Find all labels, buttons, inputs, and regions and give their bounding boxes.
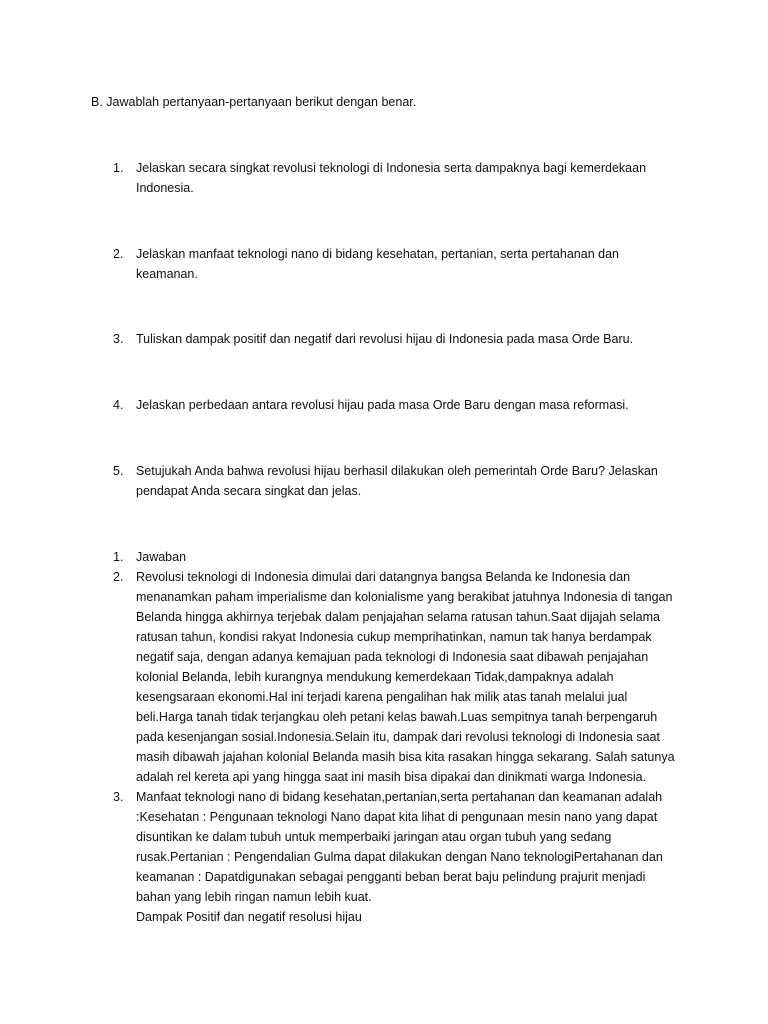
question-number: 2. <box>113 247 124 261</box>
question-text: Jelaskan secara singkat revolusi teknologi di Indonesia serta dampaknya bagi kemerdekaan Indonesia. <box>136 161 647 195</box>
question-number: 1. <box>113 161 124 175</box>
question-number: 3. <box>113 332 124 346</box>
question-text: Setujukah Anda bahwa revolusi hijau berhasil dilakukan oleh pemerintah Orde Baru? Jelaskan pendapat Anda secara singkat dan jelas. <box>136 464 658 498</box>
answers-list <box>113 547 678 927</box>
question-text: Jelaskan perbedaan antara revolusi hijau pada masa Orde Baru dengan masa reformasi. <box>136 398 629 412</box>
answer-number: 2. <box>113 570 124 584</box>
answer-3 <box>113 787 678 907</box>
question-text: Tuliskan dampak positif dan negatif dari revolusi hijau di Indonesia pada masa Orde Baru. <box>136 332 634 346</box>
answer-2 <box>113 567 678 787</box>
question-text: Jelaskan manfaat teknologi nano di bidang kesehatan, pertanian, serta pertahanan dan keamanan. <box>136 247 619 281</box>
answer-1 <box>113 547 678 567</box>
answer-number: 1. <box>113 550 124 564</box>
question-number: 5. <box>113 464 124 478</box>
question-number: 4. <box>113 398 124 412</box>
answer-text: Manfaat teknologi nano di bidang kesehatan,pertanian,serta pertahanan dan keamanan adalah :Kesehatan : Pengunaan teknologi Nano dapat kita lihat di pengunaan mesin nano yang dapat disuntikan ke dalam tubuh untuk memperbaiki jaringan atau organ tubuh yang sedang rusak.Pertanian : Pengendalian Gulma dapat dilakukan dengan Nano teknologiPertahanan dan keamanan : Dapatdigunakan sebagai pengganti beban berat baju pelindung prajurit menjadi bahan yang lebih ringan namun lebih kuat. <box>136 790 663 904</box>
answer-text: Jawaban <box>136 550 187 564</box>
answer-number: 3. <box>113 790 124 804</box>
trailing-line: Dampak Positif dan negatif resolusi hijau <box>136 910 362 924</box>
section-heading: B. Jawablah pertanyaan-pertanyaan berikut dengan benar. <box>91 95 417 109</box>
answer-text: Revolusi teknologi di Indonesia dimulai dari datangnya bangsa Belanda ke Indonesia dan menanamkan paham imperialisme dan kolonialisme yang berakibat jatuhnya Indonesia di tangan Belanda hingga akhirnya terjebak dalam penjajahan selama ratusan tahun.Saat dijajah selama ratusan tahun, kondisi rakyat Indonesia cukup memprihatinkan, namun tak hanya berdampak negatif saja, dengan adanya kemajuan pada teknologi di Indonesia saat dibawah penjajahan kolonial Belanda, lebih kurangnya mendukung kemerdekaan Tidak,dampaknya adalah kesengsaraan ekonomi.Hal ini terjadi karena pengalihan hak milik atas tanah melalui jual beli.Harga tanah tidak terjangkau oleh petani kelas bawah.Luas sempitnya tanah berpengaruh pada kesenjangan sosial.Indonesia.Selain itu, dampak dari revolusi teknologi di Indonesia saat masih dibawah jajahan kolonial Belanda masih bisa kita rasakan hingga sekarang. Salah satunya adalah rel kereta api yang hingga saat ini masih bisa dipakai dan dinikmati warga Indonesia. <box>136 570 675 784</box>
